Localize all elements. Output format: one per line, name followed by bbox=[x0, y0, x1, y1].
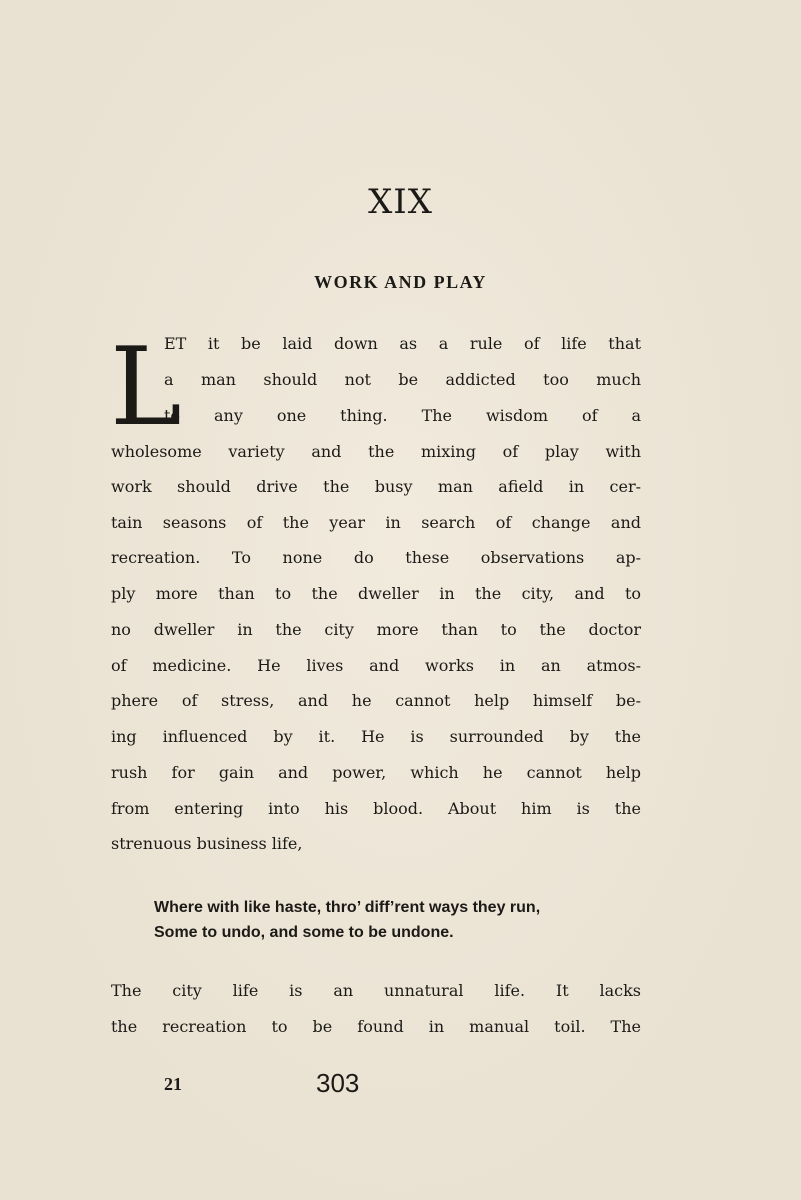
text-line: the recreation to be found in manual toil. The bbox=[111, 1017, 641, 1036]
text-line: from entering into his blood. About him is the bbox=[111, 799, 641, 818]
signature-mark: 21 bbox=[164, 1074, 182, 1094]
drop-cap: L bbox=[110, 325, 182, 450]
text-line: strenuous business life, bbox=[111, 834, 303, 853]
text-line: rush for gain and power, which he cannot help bbox=[111, 763, 641, 782]
chapter-number: XIX bbox=[368, 182, 433, 222]
text-line: of medicine. He lives and works in an atmos- bbox=[111, 656, 641, 675]
text-line: a man should not be addicted too much bbox=[164, 370, 641, 389]
verse-line: Where with like haste, thro’ diff’rent ways they run, bbox=[154, 899, 541, 916]
text-line: ET it be laid down as a rule of life that bbox=[164, 334, 641, 353]
page-number: 303 bbox=[316, 1068, 360, 1098]
text-line: recreation. To none do these observations ap- bbox=[111, 548, 641, 567]
text-line: phere of stress, and he cannot help himself be- bbox=[111, 691, 641, 710]
text-line: ing influenced by it. He is surrounded by the bbox=[111, 727, 641, 746]
text-line: work should drive the busy man afield in cer- bbox=[111, 477, 641, 496]
chapter-title: WORK AND PLAY bbox=[314, 272, 487, 292]
text-line: no dweller in the city more than to the doctor bbox=[111, 620, 641, 639]
text-line: tain seasons of the year in search of change and bbox=[111, 513, 641, 532]
text-line: ply more than to the dweller in the city, and to bbox=[111, 584, 641, 603]
text-line: The city life is an unnatural life. It lacks bbox=[111, 981, 641, 1000]
text-line: to any one thing. The wisdom of a bbox=[164, 406, 641, 425]
verse-line: Some to undo, and some to be undone. bbox=[154, 924, 454, 941]
text-line: wholesome variety and the mixing of play with bbox=[111, 442, 641, 461]
